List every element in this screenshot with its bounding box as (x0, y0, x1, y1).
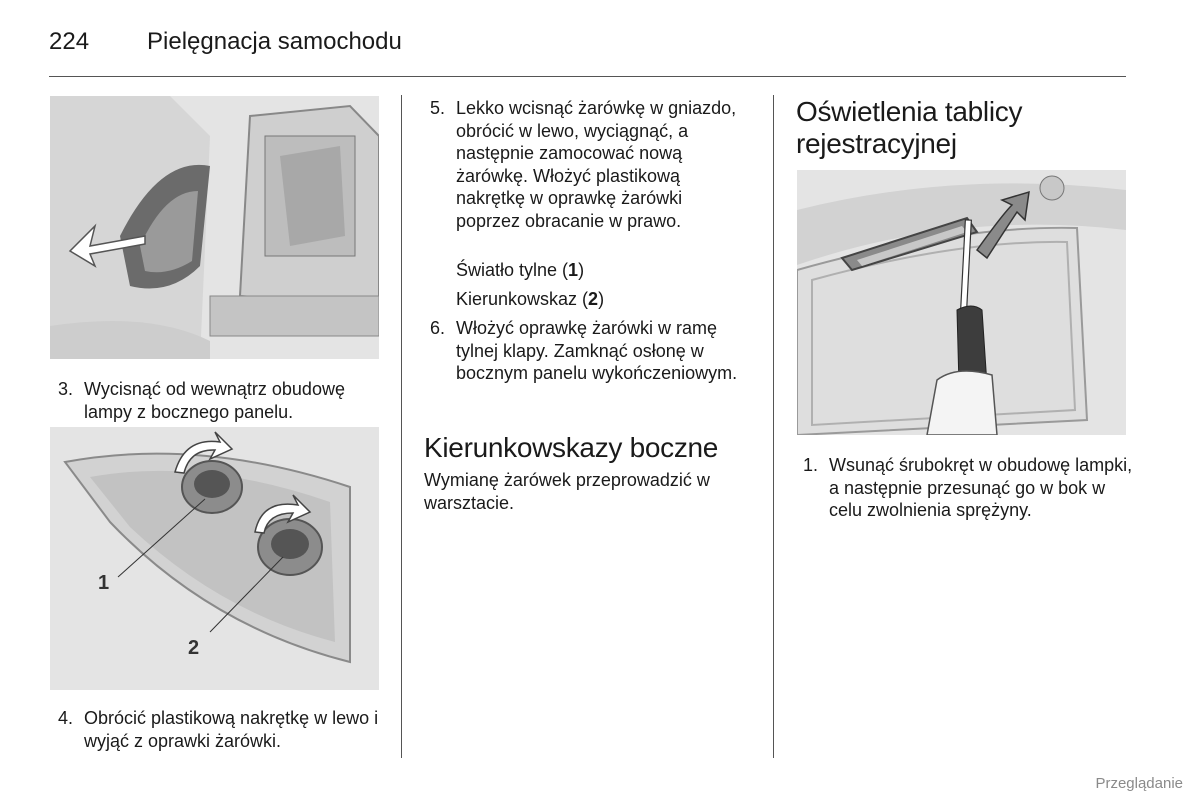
tail-lamp-housing-illustration (50, 96, 379, 359)
header-divider (49, 76, 1126, 77)
step-number: 1. (803, 455, 819, 475)
figure-label-1: 1 (98, 572, 110, 594)
step-text: Lekko wcisnąć żarówkę w gniazdo, obrócić w lewo, wyciągnąć, a następnie zamocować nową żarówkę. Włożyć plastikową nakrętkę w oprawkę żarówki poprzez obracanie w prawo. (456, 98, 737, 231)
step-number: 4. (58, 708, 74, 728)
step-text: Wsunąć śrubokręt w obudowę lampki, a następnie przesunąć go w bok w celu zwolnienia sprężyny. (829, 455, 1133, 520)
figure-label-2: 2 (188, 637, 200, 659)
step-text: Włożyć oprawkę żarówki w ramę tylnej klapy. Zamknąć osłonę w bocznym panelu wykończeniowym. (456, 318, 738, 383)
step-6 (430, 317, 760, 385)
step-number: 6. (430, 318, 446, 338)
indicator-line: Kierunkowskaz (2) (456, 289, 605, 309)
step-number: 3. (58, 379, 74, 399)
column-divider-1 (401, 95, 402, 758)
footer-link[interactable]: Przeglądanie (1095, 775, 1183, 792)
page-number: 224 (49, 28, 90, 55)
page-title: Pielęgnacja samochodu (147, 28, 402, 55)
step-4 (58, 707, 393, 752)
step-text: Obrócić plastikową nakrętkę w lewo i wyjąć z oprawki żarówki. (84, 708, 379, 751)
section-body-side-indicators: Wymianę żarówek przeprowadzić w warsztacie. (424, 470, 710, 513)
section-heading-side-indicators: Kierunkowskazy boczne (424, 432, 719, 463)
step-1 (803, 454, 1133, 522)
tail-light-line: Światło tylne (1) (456, 260, 585, 280)
column-divider-2 (773, 95, 774, 758)
step-text: Wycisnąć od wewnątrz obudowę lampy z bocznego panelu. (84, 379, 345, 422)
step-number: 5. (430, 98, 446, 118)
step-5 (430, 97, 740, 232)
bulb-holder-illustration (50, 427, 379, 690)
licence-plate-lamp-illustration (797, 170, 1126, 435)
section-heading-licence-plate-lights: Oświetlenia tablicy rejestracyjnej (796, 96, 1023, 159)
step-3 (58, 378, 388, 423)
